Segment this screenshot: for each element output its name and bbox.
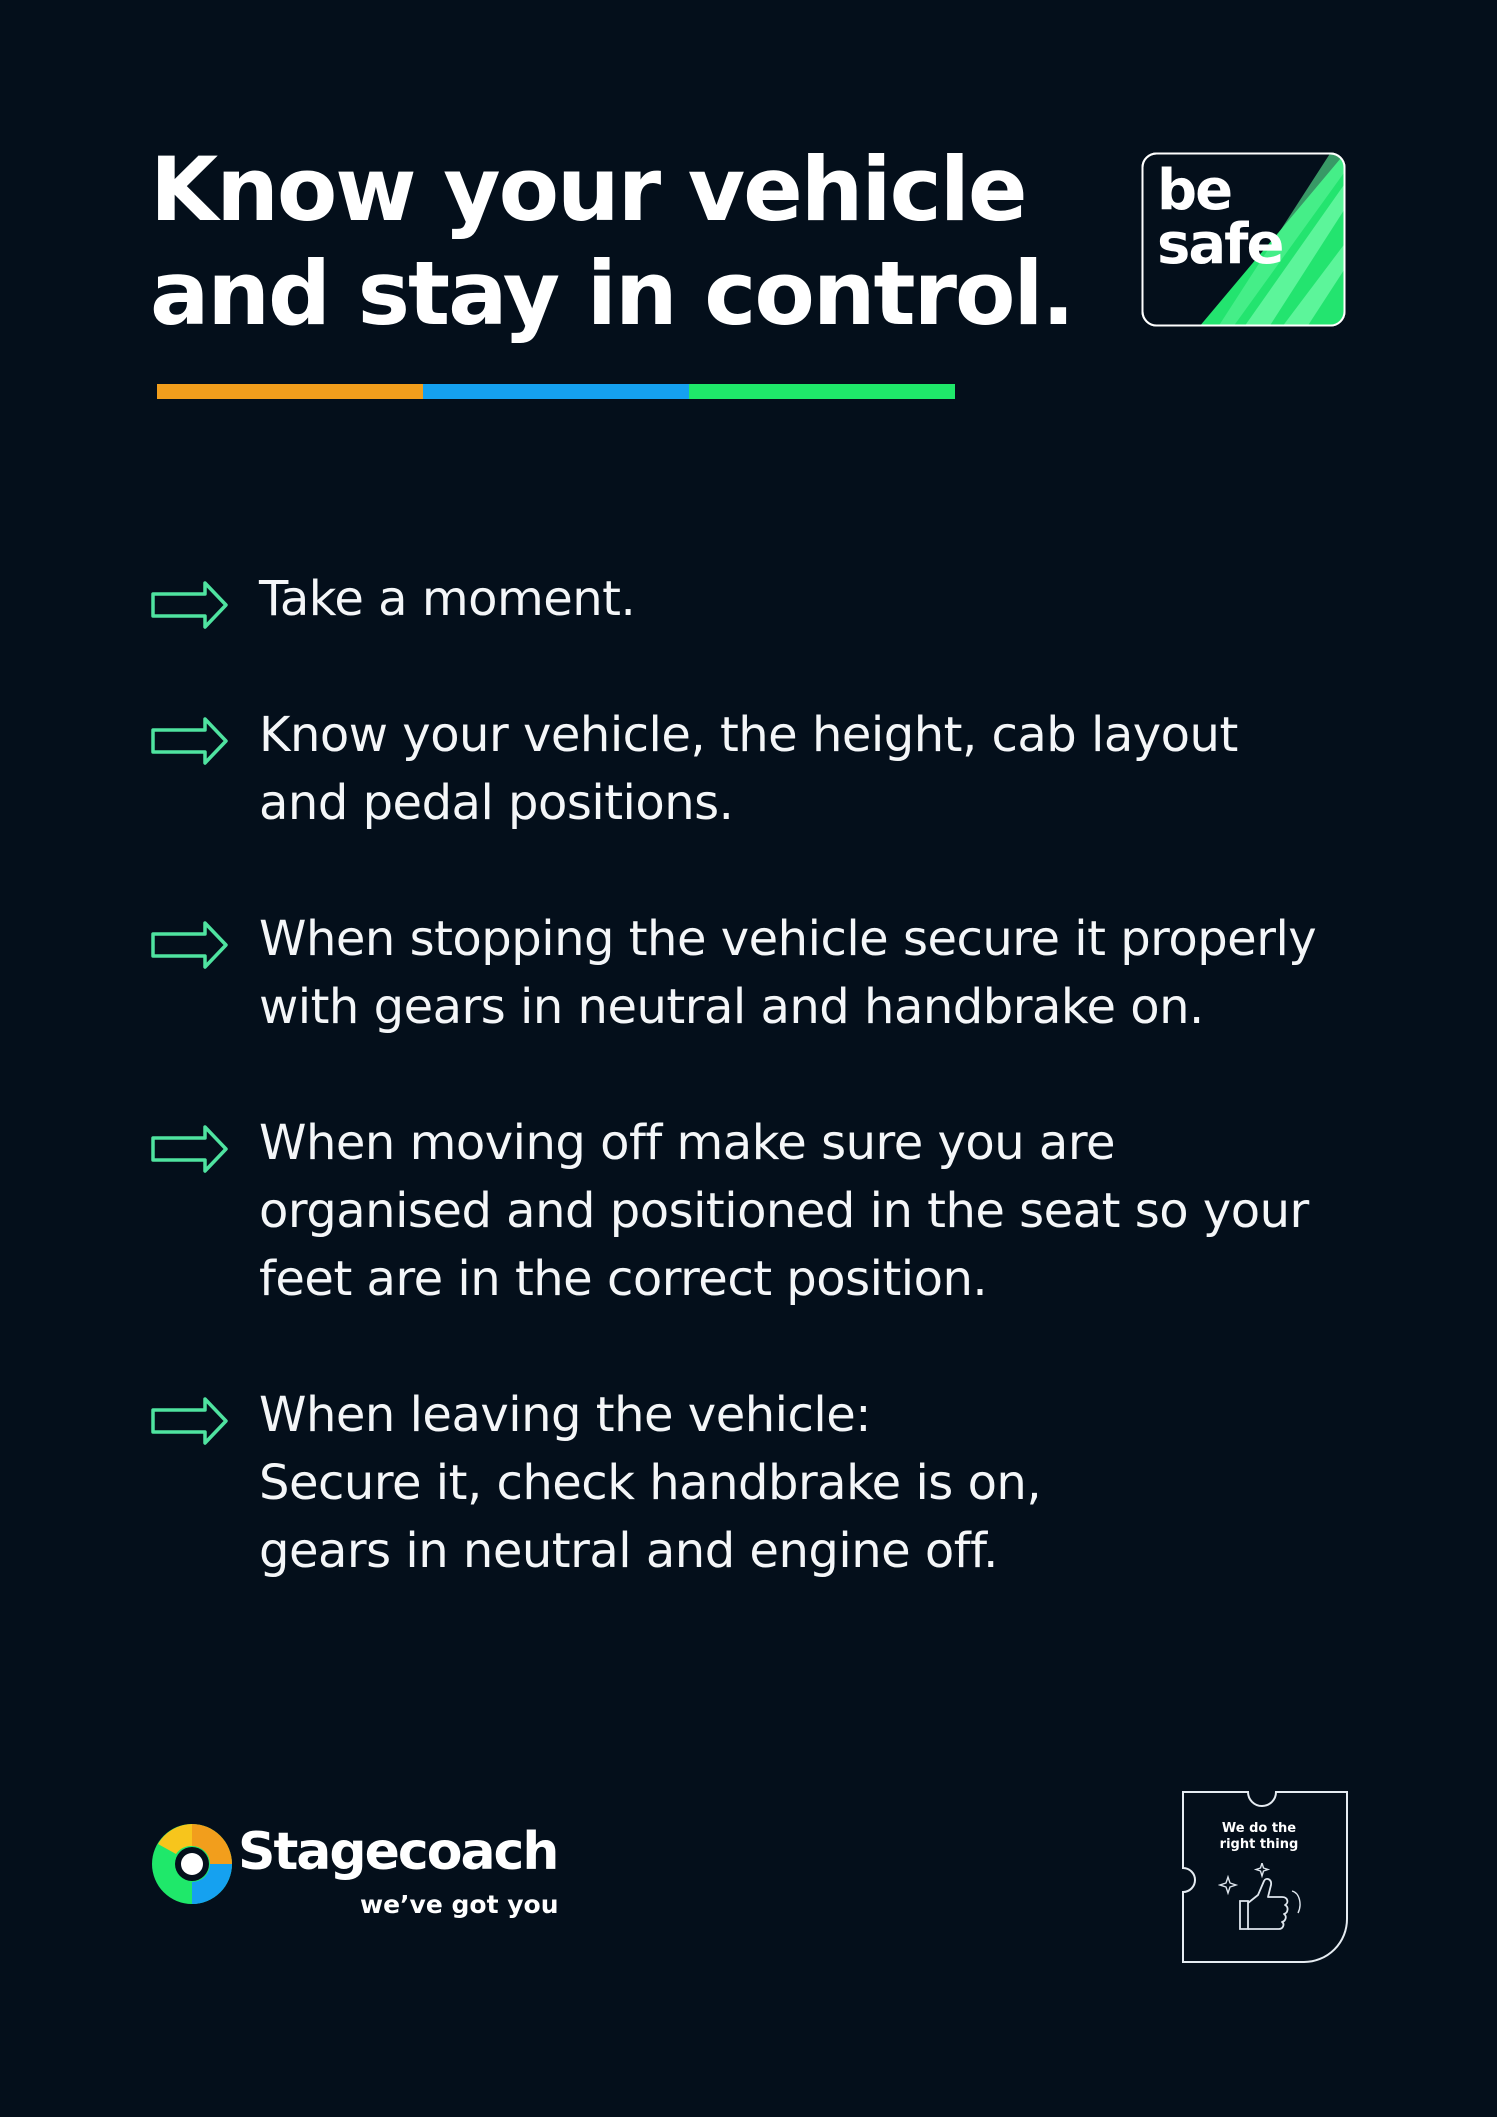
tip-line: gears in neutral and engine off. xyxy=(259,1523,998,1579)
stagecoach-swirl-icon xyxy=(150,1822,234,1906)
safety-tips-list xyxy=(150,565,1350,1653)
arrow-right-icon xyxy=(150,1124,230,1174)
value-badge xyxy=(1166,1787,1348,1967)
page-title xyxy=(150,138,1074,346)
tip-line: Secure it, check handbrake is on, xyxy=(259,1455,1042,1511)
tip-line: When stopping the vehicle secure it properly xyxy=(259,911,1317,967)
stripe-blue xyxy=(423,384,689,399)
tip-line: and pedal positions. xyxy=(259,775,734,831)
title-line-1: Know your vehicle xyxy=(150,138,1026,241)
tip-line: with gears in neutral and handbrake on. xyxy=(259,979,1204,1035)
tip-text xyxy=(259,565,635,633)
stripe-orange xyxy=(157,384,423,399)
tip-line: When moving off make sure you are xyxy=(259,1115,1116,1171)
stripe-green xyxy=(689,384,955,399)
tip-text xyxy=(259,1109,1309,1313)
be-safe-badge xyxy=(1141,152,1346,327)
tip-line: feet are in the correct position. xyxy=(259,1251,988,1307)
badge-line-2: safe xyxy=(1157,212,1283,277)
list-item xyxy=(150,1109,1350,1313)
value-line-1: We do the xyxy=(1221,1821,1297,1836)
color-stripe xyxy=(157,384,955,399)
arrow-right-icon xyxy=(150,580,230,630)
be-safe-text xyxy=(1157,158,1283,277)
arrow-right-icon xyxy=(150,1396,230,1446)
logo-wordmark: Stagecoach xyxy=(238,1822,558,1882)
tip-text xyxy=(259,701,1238,837)
list-item xyxy=(150,1381,1350,1585)
tip-line: organised and positioned in the seat so your xyxy=(259,1183,1309,1239)
value-badge-text xyxy=(1204,1821,1314,1853)
badge-line-1: be xyxy=(1157,158,1232,223)
arrow-right-icon xyxy=(150,716,230,766)
logo-tagline: we’ve got you xyxy=(360,1890,559,1919)
list-item xyxy=(150,701,1350,837)
arrow-right-icon xyxy=(150,920,230,970)
list-item xyxy=(150,905,1350,1041)
tip-line: When leaving the vehicle: xyxy=(259,1387,871,1443)
thumbs-up-icon xyxy=(1218,1863,1308,1943)
value-line-2: right thing xyxy=(1219,1837,1299,1852)
title-line-2: and stay in control. xyxy=(150,242,1074,345)
tip-text xyxy=(259,1381,1041,1585)
tip-text xyxy=(259,905,1316,1041)
list-item xyxy=(150,565,1350,633)
tip-line: Know your vehicle, the height, cab layout xyxy=(259,707,1238,763)
stagecoach-logo xyxy=(150,1822,559,1922)
tip-line: Take a moment. xyxy=(259,571,636,627)
